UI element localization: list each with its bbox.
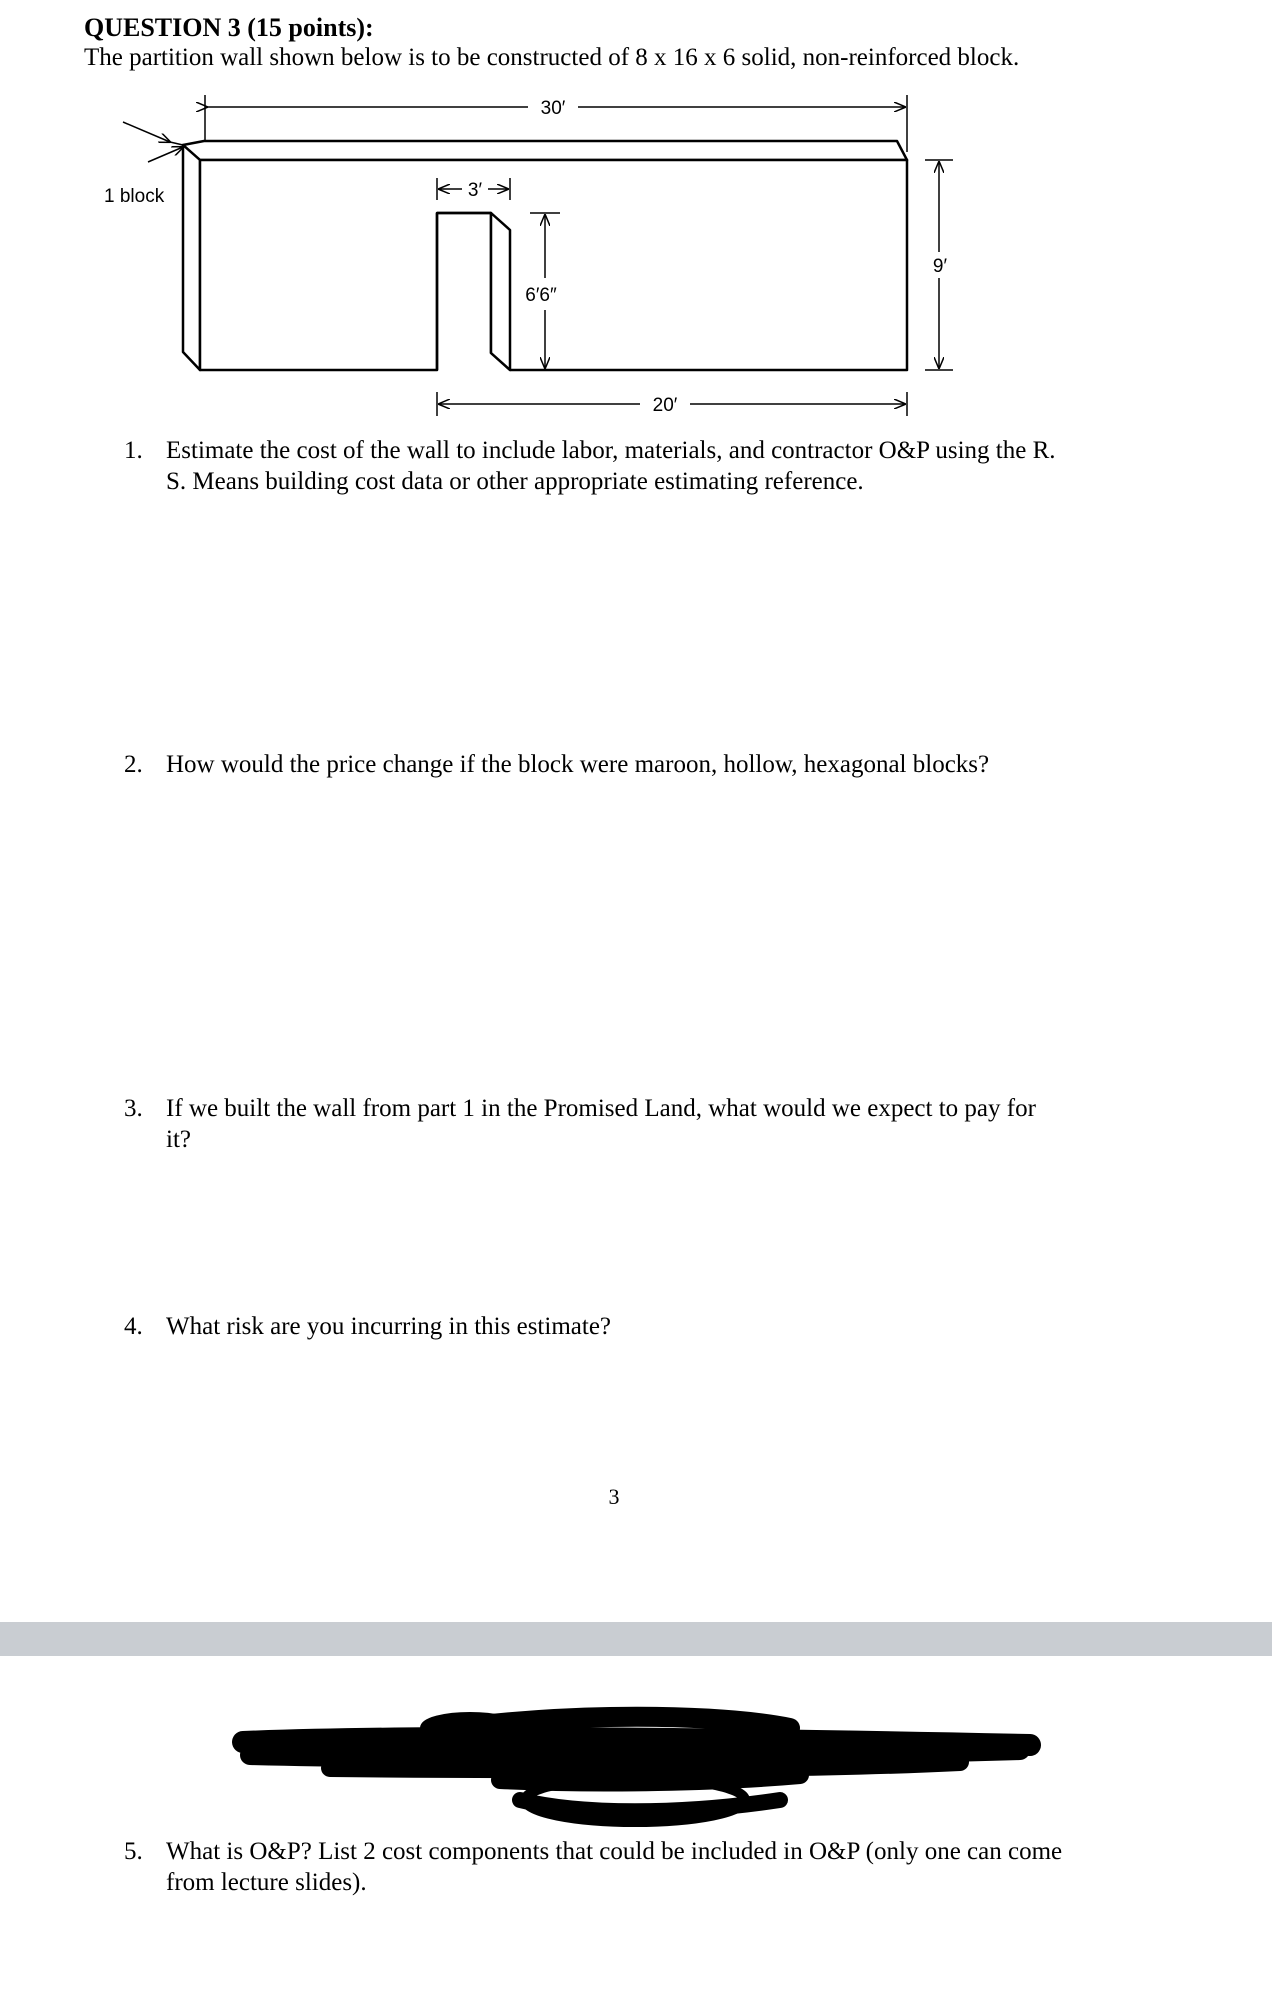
question-5-line-2: from lecture slides). [166,1869,367,1896]
question-4-line-1: What risk are you incurring in this estimate? [166,1313,612,1340]
question-intro: The partition wall shown below is to be constructed of 8 x 16 x 6 solid, non-reinforced block. [84,44,1020,71]
wall-diagram [0,0,1272,430]
label-block: 1 block [104,186,165,207]
label-height: 9′ [932,256,948,277]
label-opening-height: 6′6″ [525,285,557,306]
question-3-line-1: If we built the wall from part 1 in the Promised Land, what would we expect to pay for [166,1095,1036,1122]
page-number: 3 [608,1484,620,1509]
label-offset: 20′ [652,395,678,416]
label-length: 30′ [540,98,566,119]
question-3-line-2: it? [166,1126,191,1153]
question-2 [124,749,1224,780]
question-5 [124,1836,1224,1898]
label-opening-width: 3′ [467,180,483,201]
question-1-number: 1. [124,437,143,464]
question-3-number: 3. [124,1095,143,1122]
page-divider [0,1622,1272,1656]
question-5-line-1: What is O&P? List 2 cost components that could be included in O&P (only one can come [166,1838,1063,1865]
question-5-number: 5. [124,1838,143,1865]
question-4-number: 4. [124,1313,143,1340]
question-1 [124,435,1224,497]
dimension-thickness [123,122,183,162]
question-4 [124,1311,1224,1342]
question-title: QUESTION 3 (15 points): [84,13,374,42]
question-3 [124,1093,1224,1155]
question-1-line-1: Estimate the cost of the wall to include labor, materials, and contractor O&P using the R. [166,437,1056,464]
question-1-line-2: S. Means building cost data or other appropriate estimating reference. [166,468,864,495]
question-2-number: 2. [124,751,143,778]
question-2-line-1: How would the price change if the block were maroon, hollow, hexagonal blocks? [166,751,990,778]
